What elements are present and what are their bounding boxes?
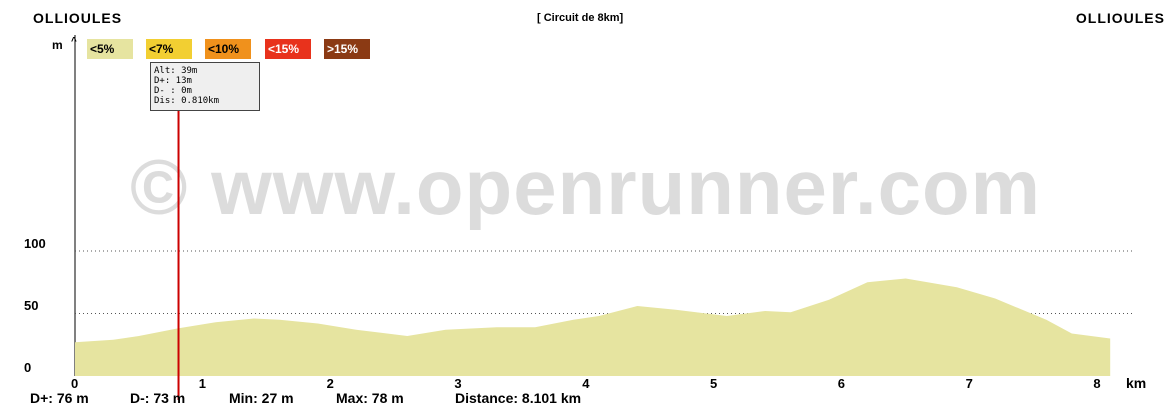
tooltip-altitude: Alt: 39m	[154, 66, 198, 76]
start-town-label: OLLIOULES	[33, 10, 123, 26]
x-tick-label: 3	[454, 376, 462, 391]
y-axis-arrow: ^	[71, 36, 77, 47]
legend-slope-lt10: <10%	[205, 39, 251, 59]
legend-slope-lt7: <7%	[146, 39, 192, 59]
elevation-area	[75, 279, 1110, 377]
legend-slope-lt15: <15%	[265, 39, 311, 59]
x-tick-label: 4	[582, 376, 590, 391]
legend-slope-lt5: <5%	[87, 39, 133, 59]
point-tooltip	[150, 62, 260, 111]
tooltip-dplus: D+: 13m	[154, 76, 192, 86]
stat-distance: Distance: 8.101 km	[455, 390, 582, 406]
y-tick-label-100: 100	[24, 236, 46, 251]
x-tick-label: 1	[198, 376, 207, 391]
x-tick-label: 7	[965, 376, 973, 391]
x-tick-label: 2	[326, 376, 334, 391]
end-town-label: OLLIOULES	[1075, 10, 1165, 26]
x-tick-label: 6	[837, 376, 846, 391]
legend-slope-gt15: >15%	[324, 39, 370, 59]
stat-total-ascent: D+: 76 m	[30, 390, 89, 406]
x-tick-label: 8	[1093, 376, 1101, 391]
x-tick-label: 5	[710, 376, 718, 391]
x-axis-unit: km	[1126, 375, 1147, 391]
y-tick-label-0: 0	[24, 360, 32, 375]
watermark: © www.openrunner.com	[129, 143, 1042, 231]
chart-title: [ Circuit de 8km]	[537, 12, 624, 24]
stat-total-descent: D-: 73 m	[130, 390, 186, 406]
stat-max-altitude: Max: 78 m	[336, 390, 404, 406]
x-tick-label: 0	[71, 376, 79, 391]
y-tick-label-50: 50	[24, 298, 39, 313]
tooltip-distance: Dis: 0.810km	[154, 96, 220, 106]
stat-min-altitude: Min: 27 m	[229, 390, 294, 406]
tooltip-dminus: D- : 0m	[154, 86, 192, 96]
y-axis-unit: m	[52, 38, 63, 52]
